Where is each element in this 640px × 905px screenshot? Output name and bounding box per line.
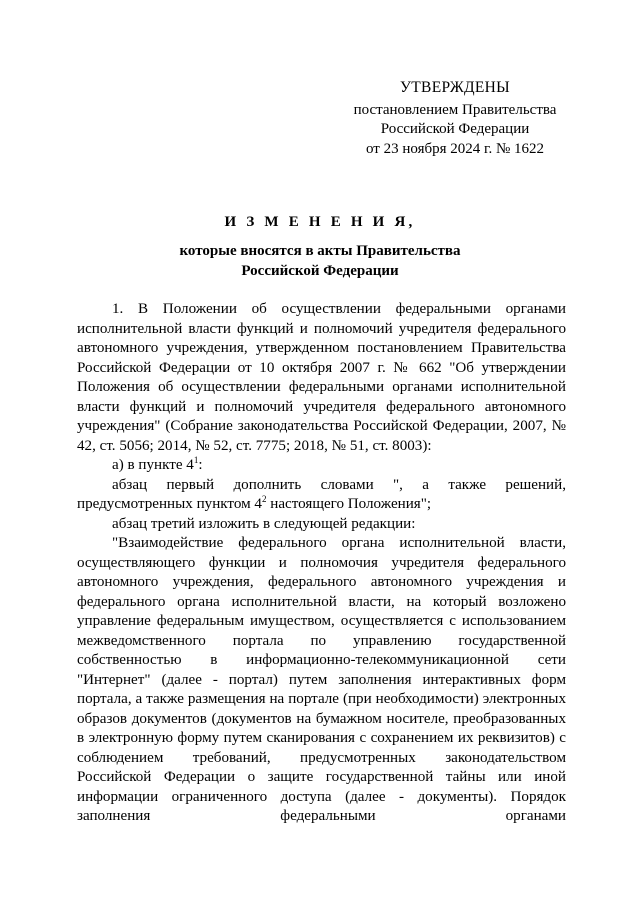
approval-date: от 23 ноября 2024 г. № 1622 [365, 140, 545, 157]
heading-subtitle [0, 242, 640, 281]
approval-block [330, 78, 580, 159]
superscript: 1 [193, 454, 199, 465]
paragraph-amend-first [77, 476, 566, 515]
paragraph-new-text: "Взаимодействие федерального органа исполнительной власти, осуществляющего функции и полномочия учредителя федерального автономного учреждения, федерального автономного учреждения и федерального органа исполнительной власти, на который возложено управление федеральным имуществом, осуществляется с использованием межведомственного портала по управлению государственной собственностью в информационно-телекоммуникационной сети "Интернет" (далее - портал) путем заполнения интерактивных форм портала, а также размещения на портале (при необходимости) электронных образов документов (документов на бумажном носителе, преобразованных в электронную форму путем сканирования с сохранением их реквизитов) с соблюдением требований, предусмотренных законодательством Российской Федерации о защите государственной тайны или иной информации ограниченного доступа (далее - документы). Порядок заполнения федеральными органами [77, 535, 566, 824]
paragraph-text: абзац первый дополнить словами ", а также решений, предусмотренных пунктом 4 [77, 476, 566, 512]
approval-line: постановлением Правительства [353, 101, 557, 118]
heading-subtitle-line: Российской Федерации [241, 262, 399, 279]
paragraph-subitem-a [77, 456, 566, 476]
paragraph-amend-third: абзац третий изложить в следующей редакции: [112, 515, 416, 532]
paragraph-text: а) в пункте 4 [112, 457, 194, 473]
paragraph-item-1: 1. В Положении об осуществлении федеральными органами исполнительной власти функций и полномочий учредителя федерального автономного учреждения, утвержденном постановлением Правительства Российской Федерации от 10 октября 2007 г. № 662 "Об утверждении Положения об осуществлении федеральными органами исполнительной власти функций и полномочий учредителя федерального автономного учреждения" (Собрание законодательства Российской Федерации, 2007, № 42, ст. 5056; 2014, № 52, ст. 7775; 2018, № 51, ст. 8003): [77, 301, 566, 454]
approval-title: УТВЕРЖДЕНЫ [400, 79, 510, 96]
paragraph-text: : [198, 457, 203, 473]
heading-subtitle-line: которые вносятся в акты Правительства [179, 243, 461, 259]
document-heading [0, 213, 640, 281]
heading-title: И З М Е Н Е Н И Я, [224, 214, 416, 230]
superscript: 2 [261, 493, 267, 504]
document-body [77, 300, 566, 827]
approval-line: Российской Федерации [380, 121, 530, 137]
paragraph-text: настоящего Положения"; [266, 496, 432, 512]
